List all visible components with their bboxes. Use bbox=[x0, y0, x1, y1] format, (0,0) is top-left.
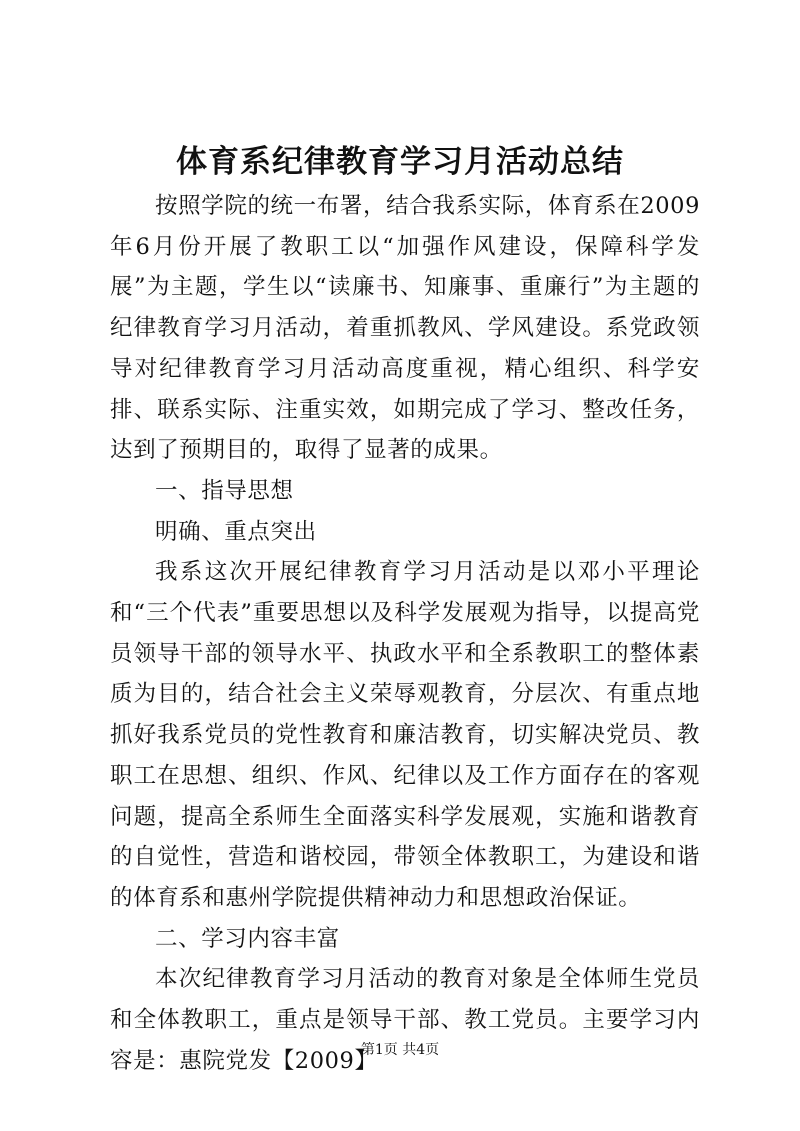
subheading-focus: 明确、重点突出 bbox=[155, 518, 317, 545]
document-title: 体育系纪律教育学习月活动总结 bbox=[176, 144, 624, 180]
heading-study-content: 二、学习内容丰富 bbox=[155, 925, 340, 952]
paragraph-guiding-thought: 我系这次开展纪律教育学习月活动是以邓小平理论和“三个代表”重要思想以及科学发展观为指导，以提高党员领导干部的领导水平、执政水平和全系教职工的整体素质为目的，结合社会主义荣辱观教育，分层次、有重点地抓好我系党员的党性教育和廉洁教育，切实解决党员、教职工在思想、组织、作风、纪律以及工作方面存在的客观问题，提高全系师生全面落实科学发展观，实施和谐教育的自觉性，营造和谐校园，带领全体教职工，为建设和谐的体育系和惠州学院提供精神动力和思想政治保证。 bbox=[110, 559, 700, 911]
paragraph-study-content: 本次纪律教育学习月活动的教育对象是全体师生党员和全体教职工，重点是领导干部、教工党员。主要学习内容是：惠院党发【2009】 bbox=[110, 966, 700, 1074]
document-body bbox=[110, 186, 700, 1081]
paragraph-intro: 按照学院的统一布署，结合我系实际，体育系在2009年6月份开展了教职工以“加强作风建设，保障科学发展”为主题，学生以“读廉书、知廉事、重廉行”为主题的纪律教育学习月活动，着重抓教风、学风建设。系党政领导对纪律教育学习月活动高度重视，精心组织、科学安排、联系实际、注重实效，如期完成了学习、整改任务，达到了预期目的，取得了显著的成果。 bbox=[110, 193, 700, 464]
page-number-footer: 第1页 共4页 bbox=[360, 1042, 440, 1058]
heading-guiding-thought: 一、指导思想 bbox=[155, 477, 294, 504]
